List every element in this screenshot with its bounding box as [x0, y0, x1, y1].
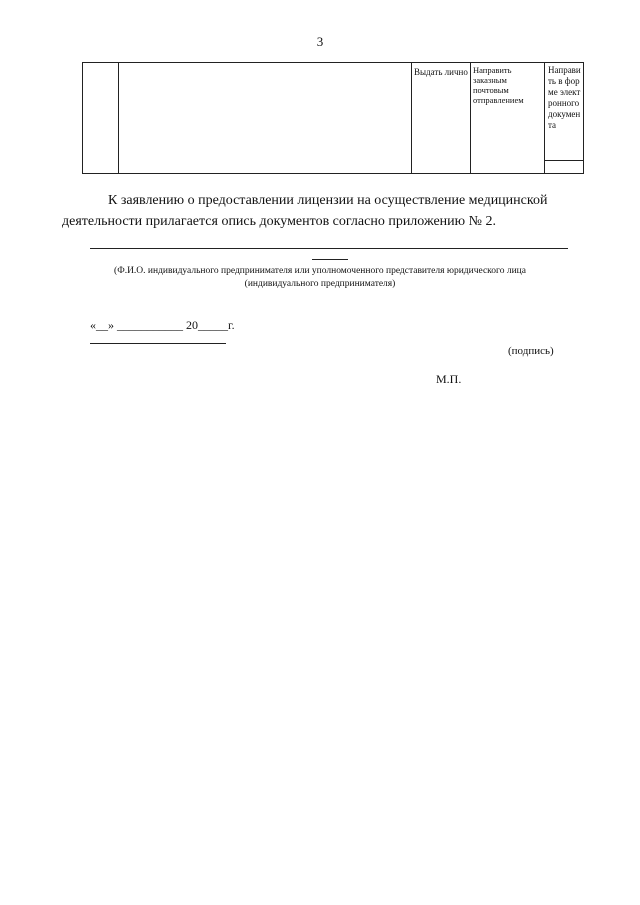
option-registered-mail: Направить заказным почтовым отправлением [473, 65, 524, 105]
option-give-in-person: Выдать лично [414, 67, 468, 77]
stamp-label: М.П. [436, 372, 462, 386]
fio-caption-line2: (индивидуального предпринимателя) [244, 279, 396, 289]
signature-line [90, 343, 226, 344]
signature-caption: (подпись) [508, 345, 554, 357]
attachment-paragraph: К заявлению о предоставлении лицензии на осуществление медицинской деятельности прилагается опись документов согласно приложению № 2. [62, 193, 548, 229]
table-divider [118, 63, 119, 173]
delivery-method-table [82, 62, 584, 174]
table-divider [544, 160, 583, 161]
table-divider [544, 63, 545, 173]
page-number: 3 [316, 34, 324, 49]
fio-caption [0, 265, 640, 291]
date-field: «__» ___________ 20_____г. [90, 318, 235, 332]
fio-signature-line [90, 248, 568, 249]
table-divider [411, 63, 412, 173]
fio-caption-line1: (Ф.И.О. индивидуального предпринимателя или уполномоченного представителя юридического лица [114, 266, 526, 276]
option-electronic-document: Направить в форме электронного документа [548, 65, 581, 130]
table-divider [470, 63, 471, 173]
fio-mark [312, 259, 348, 260]
